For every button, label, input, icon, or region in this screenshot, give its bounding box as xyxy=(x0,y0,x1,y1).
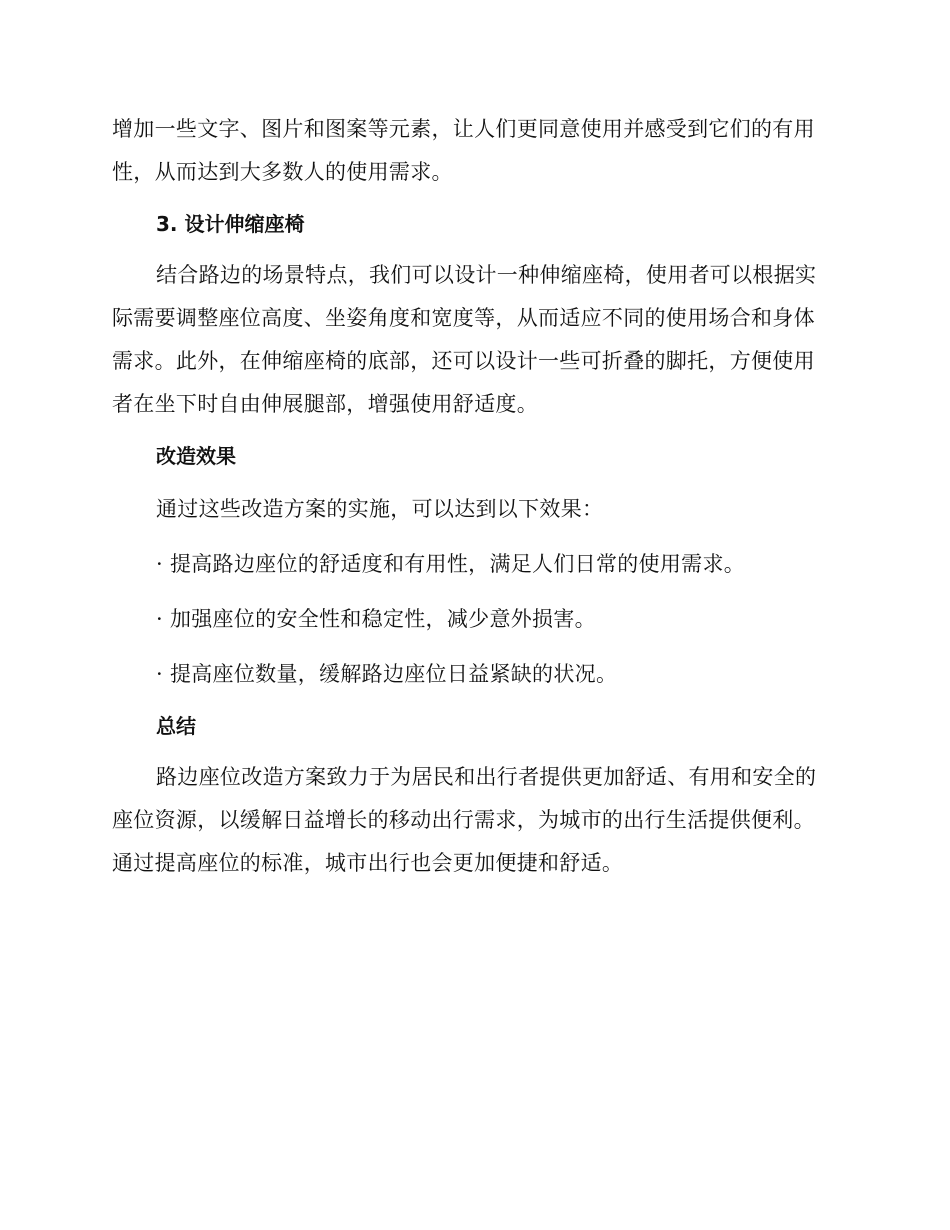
heading-design-seat: 3. 设计伸缩座椅 xyxy=(156,212,305,236)
heading-effect: 改造效果 xyxy=(156,444,236,468)
bullet-item-quantity: · 提高座位数量，缓解路边座位日益紧缺的状况。 xyxy=(156,662,618,686)
bullet-item-safety: · 加强座位的安全性和稳定性，减少意外损害。 xyxy=(156,607,596,631)
paragraph-intro: 增加一些文字、图片和图案等元素，让人们更同意使用并感受到它们的有用性，从而达到大多数人的使用需求。 xyxy=(112,117,815,184)
bullet-item-comfort: · 提高路边座位的舒适度和有用性，满足人们日常的使用需求。 xyxy=(156,552,746,576)
paragraph-design-seat: 结合路边的场景特点，我们可以设计一种伸缩座椅，使用者可以根据实际需要调整座位高度、坐姿角度和宽度等，从而适应不同的使用场合和身体需求。此外，在伸缩座椅的底部，还可以设计一些可折叠的脚托，方便使用者在坐下时自由伸展腿部，增强使用舒适度。 xyxy=(112,263,817,416)
paragraph-summary: 路边座位改造方案致力于为居民和出行者提供更加舒适、有用和安全的座位资源，以缓解日益增长的移动出行需求，为城市的出行生活提供便利。通过提高座位的标准，城市出行也会更加便捷和舒适。 xyxy=(112,765,817,875)
heading-summary: 总结 xyxy=(156,714,196,738)
paragraph-effect-intro: 通过这些改造方案的实施，可以达到以下效果： xyxy=(156,497,604,521)
